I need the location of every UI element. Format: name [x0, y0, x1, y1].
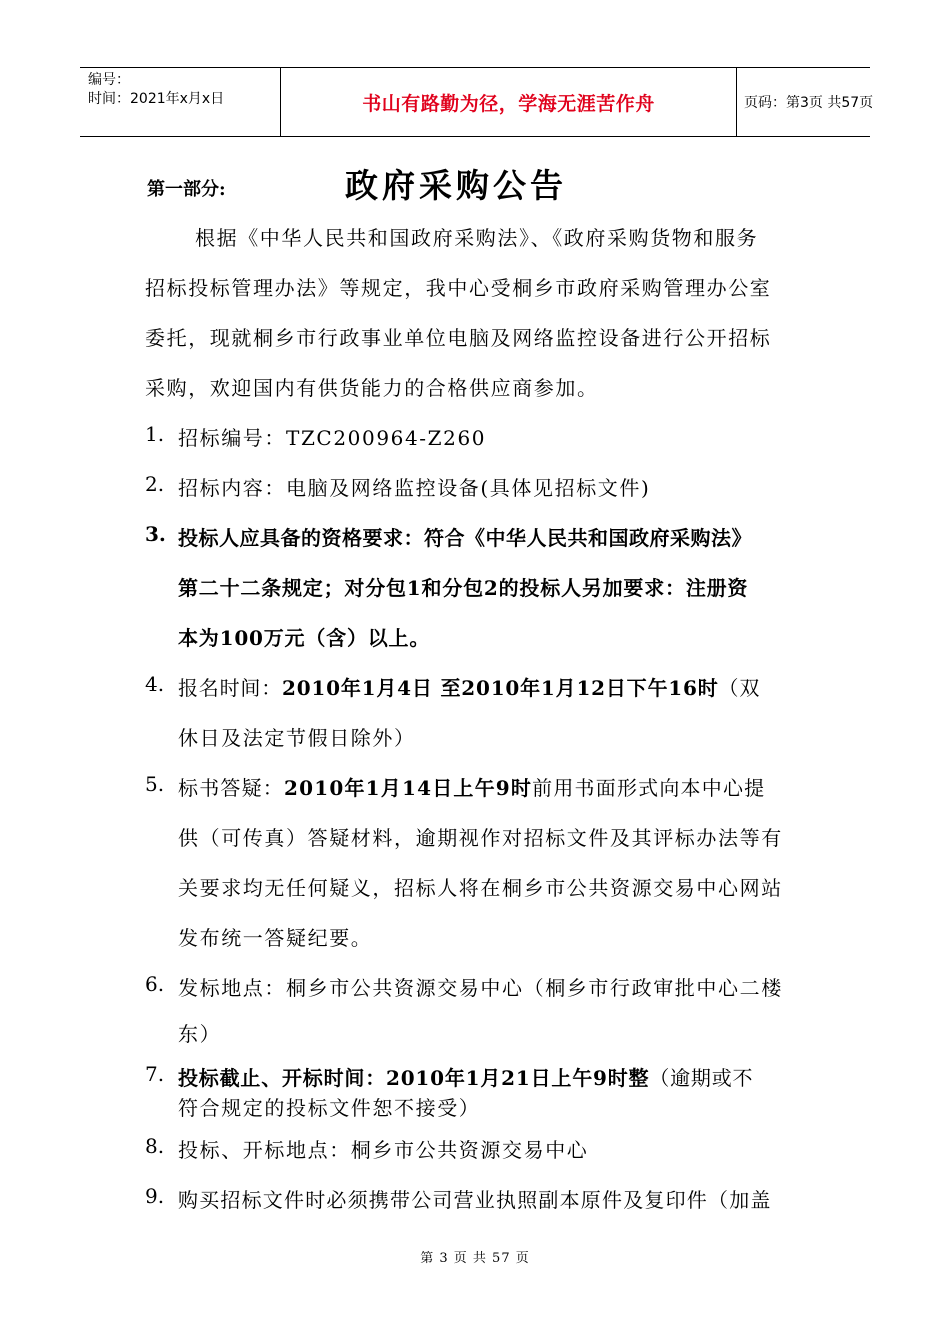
item-6-number: 6.	[145, 972, 165, 996]
item-7-number: 7.	[145, 1062, 165, 1086]
intro-line-4: 采购，欢迎国内有供货能力的合格供应商参加。	[145, 376, 599, 400]
intro-line-1: 根据《中华人民共和国政府采购法》、《政府采购货物和服务	[195, 226, 759, 250]
item-5-suffix: 前用书面形式向本中心提	[532, 776, 766, 800]
header-motto: 书山有路勤为径，学海无涯苦作舟	[362, 92, 655, 115]
item-3-line-2: 第二十二条规定；对分包1和分包2的投标人另加要求：注册资	[178, 576, 749, 600]
item-4-line-1	[178, 672, 760, 701]
section-title: 政府采购公告	[345, 166, 567, 205]
item-4-number: 4.	[145, 672, 165, 696]
item-3-line-1: 投标人应具备的资格要求：符合《中华人民共和国政府采购法》	[178, 526, 752, 550]
page-footer: 第 3 页 共 57 页	[420, 1251, 530, 1266]
item-4-suffix: （双	[718, 676, 761, 700]
item-8-text: 投标、开标地点：桐乡市公共资源交易中心	[178, 1138, 589, 1162]
intro-line-3: 委托，现就桐乡市行政事业单位电脑及网络监控设备进行公开招标	[145, 326, 772, 350]
page-header	[80, 67, 874, 137]
header-number-label: 编号：	[88, 72, 130, 88]
item-4-prefix: 报名时间：	[178, 676, 282, 700]
item-5-line-2: 供（可传真）答疑材料，逾期视作对招标文件及其评标办法等有	[178, 826, 783, 850]
item-2-text: 招标内容：电脑及网络监控设备(具体见招标文件)	[178, 476, 651, 500]
item-4-line-2: 休日及法定节假日除外）	[178, 726, 416, 750]
item-7-suffix: （逾期或不	[649, 1066, 754, 1090]
item-3-number: 3.	[145, 522, 166, 546]
item-8-number: 8.	[145, 1134, 165, 1158]
item-5-line-4: 发布统一答疑纪要。	[178, 926, 373, 950]
item-1-text: 招标编号：TZC200964-Z260	[178, 426, 487, 450]
item-5-prefix: 标书答疑：	[178, 776, 284, 800]
header-meta	[80, 68, 281, 136]
item-6-line-1: 发标地点：桐乡市公共资源交易中心（桐乡市行政审批中心二楼	[178, 976, 783, 1000]
item-5-date: 2010年1月14日上午9时	[284, 776, 533, 800]
item-5-line-3: 关要求均无任何疑义，招标人将在桐乡市公共资源交易中心网站	[178, 876, 783, 900]
item-2-number: 2.	[145, 472, 165, 496]
item-6-line-2: 东）	[178, 1022, 222, 1046]
header-motto-cell	[281, 68, 737, 136]
header-page-info: 页码：第3页 共57页	[744, 95, 874, 111]
item-4-date-range: 2010年1月4日 至2010年1月12日下午16时	[282, 676, 719, 700]
item-3-line-3: 本为100万元（含）以上。	[178, 626, 431, 650]
item-7-deadline: 投标截止、开标时间：2010年1月21日上午9时整	[178, 1066, 650, 1090]
item-9-number: 9.	[145, 1184, 165, 1208]
intro-line-2: 招标投标管理办法》等规定，我中心受桐乡市政府采购管理办公室	[145, 276, 772, 300]
item-7-line-1	[178, 1062, 753, 1091]
item-9-text: 购买招标文件时必须携带公司营业执照副本原件及复印件（加盖	[178, 1188, 772, 1212]
item-7-line-2: 符合规定的投标文件恕不接受）	[178, 1096, 481, 1120]
item-5-number: 5.	[145, 772, 165, 796]
item-1-number: 1.	[145, 422, 165, 446]
item-5-line-1	[178, 772, 765, 801]
header-time-label: 时间：2021年x月x日	[88, 91, 225, 107]
section-label: 第一部分:	[147, 179, 226, 200]
